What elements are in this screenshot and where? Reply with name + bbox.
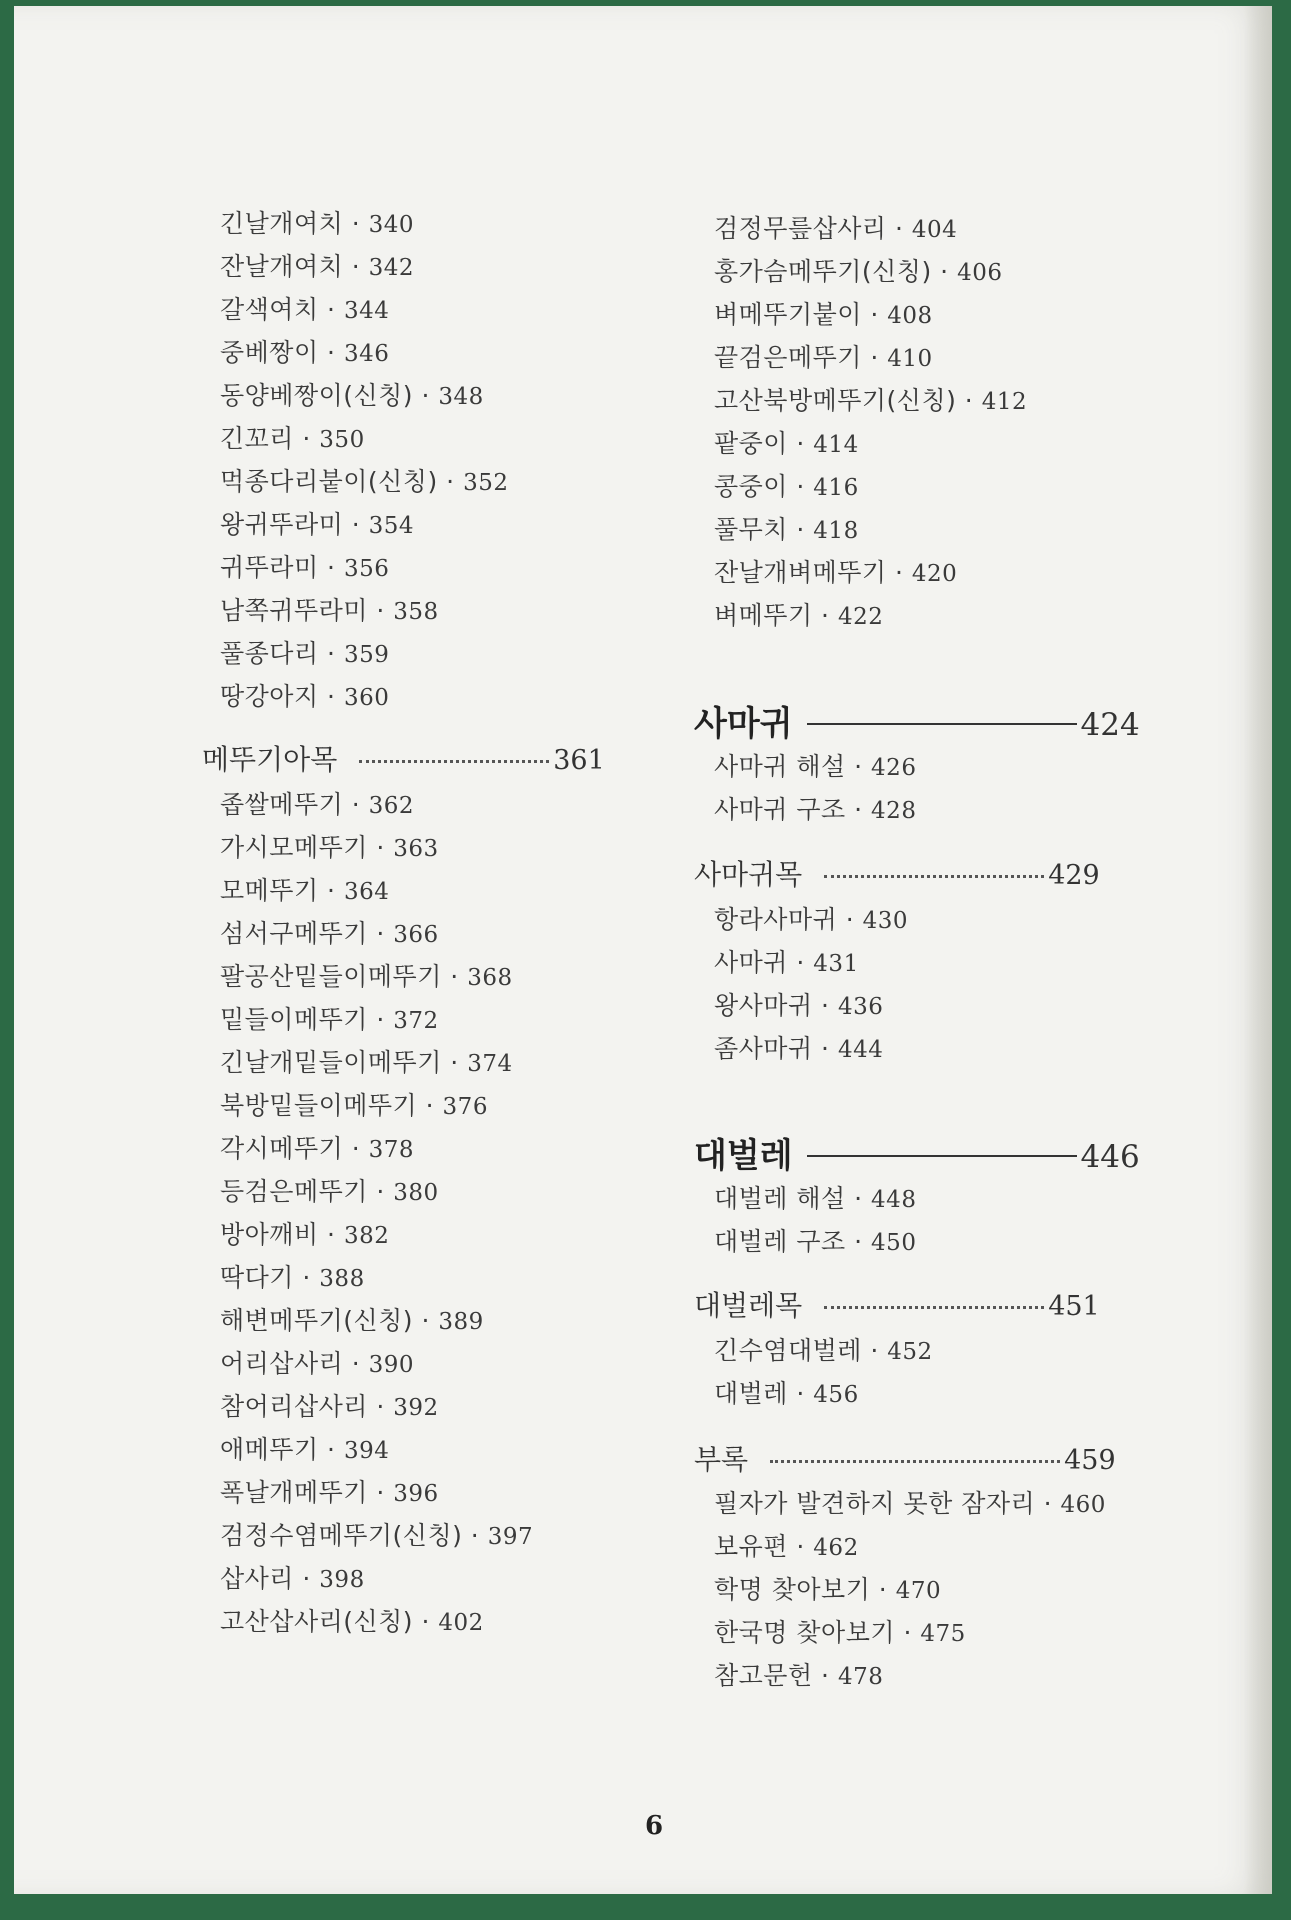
toc-entry-page: 352: [463, 470, 509, 496]
toc-entry: [220, 871, 389, 907]
toc-entry-page: 402: [438, 1610, 484, 1636]
toc-entry: [714, 747, 916, 783]
separator-dot: ·: [441, 1048, 468, 1077]
toc-entry: [220, 1516, 533, 1552]
separator-dot: ·: [318, 1435, 344, 1464]
separator-dot: ·: [318, 1220, 344, 1249]
toc-entry-page: 470: [895, 1578, 942, 1604]
toc-entry-page: 444: [837, 1037, 884, 1063]
toc-entry-page: 374: [467, 1051, 513, 1077]
separator-dot: ·: [812, 991, 838, 1020]
toc-entry-name: 좁쌀메뚜기: [220, 790, 344, 819]
toc-entry-page: 350: [319, 427, 365, 453]
toc-entry: [220, 333, 389, 369]
toc-entry-name: 남쪽귀뚜라미: [220, 596, 368, 625]
toc-entry-name: 필자가 발견하지 못한 잠자리: [714, 1489, 1036, 1518]
toc-entry-page: 348: [438, 384, 484, 410]
toc-entry-page: 366: [393, 922, 439, 948]
toc-entry-page: 390: [368, 1352, 415, 1378]
separator-dot: ·: [413, 1306, 439, 1335]
toc-entry: [220, 634, 389, 670]
toc-entry-name: 모메뚜기: [220, 876, 319, 905]
toc-entry-name: 귀뚜라미: [220, 553, 319, 582]
separator-dot: ·: [787, 429, 814, 458]
separator-dot: ·: [870, 1575, 896, 1604]
toc-entry: [220, 1602, 484, 1638]
toc-entry: [714, 209, 957, 245]
toc-entry: [220, 785, 414, 821]
toc-entry-name: 고산삽사리(신칭): [220, 1607, 414, 1636]
toc-entry-name: 참고문헌: [714, 1661, 813, 1690]
toc-entry-name: 대벌레 해설: [714, 1184, 846, 1213]
toc-entry-name: 해변메뚜기(신칭): [220, 1306, 414, 1335]
toc-entry-page: 388: [319, 1266, 365, 1292]
toc-entry: [220, 1043, 513, 1079]
separator-dot: ·: [956, 386, 982, 415]
toc-entry: [220, 1258, 365, 1294]
separator-dot: ·: [861, 343, 888, 372]
toc-entry-page: 346: [343, 341, 390, 367]
toc-entry-page: 456: [813, 1382, 859, 1408]
toc-entry-page: 406: [957, 260, 1003, 286]
toc-entry: [220, 1172, 439, 1208]
toc-entry-page: 392: [393, 1395, 439, 1421]
toc-entry: [220, 957, 513, 993]
toc-entry-name: 검정무릎삽사리: [714, 214, 887, 243]
toc-entry-page: 460: [1060, 1492, 1106, 1518]
separator-dot: ·: [812, 1034, 838, 1063]
separator-dot: ·: [417, 1091, 443, 1120]
toc-entry-page: 396: [393, 1481, 439, 1507]
toc-entry-page: 426: [871, 755, 917, 781]
toc-entry-page: 394: [343, 1438, 390, 1464]
toc-entry: [220, 1129, 414, 1165]
toc-entry-name: 고산북방메뚜기(신칭): [714, 386, 957, 415]
toc-entry-name: 어리삽사리: [220, 1349, 344, 1378]
separator-dot: ·: [845, 1227, 872, 1256]
toc-entry: [714, 252, 1002, 288]
toc-entry-name: 검정수염메뚜기(신칭): [220, 1521, 463, 1550]
toc-entry: [220, 1301, 484, 1337]
toc-entry-name: 왕귀뚜라미: [220, 510, 344, 539]
toc-entry-page: 372: [393, 1008, 439, 1034]
toc-entry-name: 딱다기: [220, 1263, 294, 1292]
toc-entry: [220, 1344, 414, 1380]
toc-entry-page: 412: [981, 389, 1028, 415]
dot-leader: [824, 1306, 1044, 1309]
separator-dot: ·: [462, 1521, 488, 1550]
rule-line: [807, 723, 1077, 725]
section-heading-mantis: [694, 696, 1140, 745]
toc-entry-name: 콩중이: [714, 472, 788, 501]
toc-entry-name: 한국명 찾아보기: [714, 1618, 895, 1647]
toc-entry: [714, 1374, 859, 1410]
separator-dot: ·: [812, 1661, 838, 1690]
toc-entry-name: 항라사마귀: [714, 905, 838, 934]
toc-entry-page: 380: [393, 1180, 439, 1206]
toc-entry-name: 참어리삽사리: [220, 1392, 368, 1421]
toc-entry: [220, 419, 365, 455]
toc-entry: [714, 1570, 941, 1606]
toc-entry-name: 벼메뚜기붙이: [714, 300, 862, 329]
toc-entry-page: 431: [813, 951, 859, 977]
separator-dot: ·: [787, 472, 814, 501]
toc-entry: [714, 295, 933, 331]
toc-entry: [714, 1029, 883, 1065]
toc-entry: [714, 1656, 883, 1692]
separator-dot: ·: [886, 558, 912, 587]
toc-entry-name: 잔날개여치: [220, 252, 344, 281]
toc-entry-name: 등검은메뚜기: [220, 1177, 368, 1206]
separator-dot: ·: [861, 1336, 888, 1365]
toc-entry-page: 422: [837, 604, 884, 630]
toc-entry: [220, 1559, 365, 1595]
separator-dot: ·: [343, 1134, 369, 1163]
toc-entry-page: 408: [887, 303, 933, 329]
order-title: 대벌레목: [694, 1289, 803, 1322]
toc-entry-name: 사마귀 구조: [714, 795, 846, 824]
toc-entry-page: 436: [837, 994, 884, 1020]
separator-dot: ·: [437, 467, 464, 496]
separator-dot: ·: [367, 1177, 394, 1206]
separator-dot: ·: [367, 1478, 394, 1507]
toc-entry-name: 애메뚜기: [220, 1435, 319, 1464]
separator-dot: ·: [343, 790, 369, 819]
toc-entry-page: 462: [813, 1535, 859, 1561]
toc-entry-name: 갈색여치: [220, 295, 319, 324]
separator-dot: ·: [367, 1005, 394, 1034]
section-title: 사마귀: [694, 704, 793, 744]
separator-dot: ·: [413, 1607, 439, 1636]
separator-dot: ·: [318, 295, 344, 324]
separator-dot: ·: [787, 1532, 814, 1561]
toc-entry: [714, 790, 916, 826]
order-page: 361: [553, 745, 605, 776]
section-heading-stick-insect: [694, 1128, 1140, 1177]
separator-dot: ·: [931, 257, 958, 286]
toc-entry-name: 긴수염대벌레: [714, 1336, 862, 1365]
toc-entry: [220, 1000, 439, 1036]
toc-entry: [714, 510, 859, 546]
toc-entry-name: 왕사마귀: [714, 991, 813, 1020]
toc-entry-name: 가시모메뚜기: [220, 833, 368, 862]
toc-entry-page: 410: [887, 346, 933, 372]
toc-entry-page: 356: [343, 556, 390, 582]
page-spine-shadow: [1244, 6, 1272, 1894]
toc-entry-name: 밑들이메뚜기: [220, 1005, 368, 1034]
toc-entry-page: 342: [368, 255, 415, 281]
toc-entry-name: 폭날개메뚜기: [220, 1478, 368, 1507]
toc-entry-name: 중베짱이: [220, 338, 319, 367]
toc-entry-name: 긴날개밑들이메뚜기: [220, 1048, 442, 1077]
separator-dot: ·: [861, 300, 888, 329]
separator-dot: ·: [413, 381, 439, 410]
section-title: 대벌레: [694, 1136, 793, 1176]
toc-entry-name: 방아깨비: [220, 1220, 319, 1249]
toc-entry-page: 340: [368, 212, 415, 238]
toc-entry-page: 354: [368, 513, 415, 539]
toc-entry-name: 벼메뚜기: [714, 601, 813, 630]
toc-entry: [220, 1086, 488, 1122]
toc-entry-name: 팥중이: [714, 429, 788, 458]
separator-dot: ·: [318, 338, 344, 367]
separator-dot: ·: [293, 1263, 320, 1292]
separator-dot: ·: [367, 919, 394, 948]
toc-entry: [220, 247, 414, 283]
toc-entry-name: 먹종다리붙이(신칭): [220, 467, 438, 496]
toc-entry-page: 416: [813, 475, 859, 501]
toc-entry-page: 362: [368, 793, 415, 819]
toc-entry-page: 378: [368, 1137, 415, 1163]
order-title: 사마귀목: [694, 858, 803, 891]
toc-entry-page: 414: [813, 432, 859, 458]
toc-entry-name: 좀사마귀: [714, 1034, 813, 1063]
toc-entry-page: 389: [438, 1309, 484, 1335]
separator-dot: ·: [787, 515, 814, 544]
separator-dot: ·: [318, 553, 344, 582]
toc-entry-name: 끝검은메뚜기: [714, 343, 862, 372]
separator-dot: ·: [293, 1564, 320, 1593]
separator-dot: ·: [837, 905, 863, 934]
separator-dot: ·: [845, 1184, 872, 1213]
toc-entry: [220, 290, 389, 326]
toc-entry: [714, 1331, 933, 1367]
separator-dot: ·: [343, 510, 369, 539]
toc-entry-name: 북방밑들이메뚜기: [220, 1091, 418, 1120]
toc-entry: [220, 462, 508, 498]
separator-dot: ·: [895, 1618, 921, 1647]
separator-dot: ·: [787, 948, 814, 977]
dot-leader: [770, 1460, 1060, 1463]
toc-entry-name: 사마귀: [714, 948, 788, 977]
toc-entry: [220, 1430, 389, 1466]
toc-entry-name: 팔공산밑들이메뚜기: [220, 962, 442, 991]
toc-entry-page: 404: [911, 217, 958, 243]
toc-entry-page: 475: [920, 1621, 966, 1647]
separator-dot: ·: [845, 752, 872, 781]
toc-entry-page: 344: [343, 298, 390, 324]
order-page: 429: [1048, 860, 1100, 891]
toc-entry-page: 420: [911, 561, 958, 587]
toc-entry: [714, 596, 883, 632]
toc-entry-name: 풀무치: [714, 515, 788, 544]
separator-dot: ·: [367, 833, 394, 862]
toc-entry-page: 452: [887, 1339, 933, 1365]
dot-leader: [824, 875, 1044, 878]
toc-entry-page: 358: [393, 599, 439, 625]
toc-entry-page: 360: [343, 685, 390, 711]
section-page: 446: [1080, 1139, 1140, 1175]
toc-entry: [220, 204, 414, 240]
toc-entry-name: 각시메뚜기: [220, 1134, 344, 1163]
separator-dot: ·: [787, 1379, 814, 1408]
separator-dot: ·: [343, 1349, 369, 1378]
toc-entry: [220, 548, 389, 584]
separator-dot: ·: [367, 1392, 394, 1421]
separator-dot: ·: [441, 962, 468, 991]
toc-entry-name: 보유편: [714, 1532, 788, 1561]
toc-entry-name: 섬서구메뚜기: [220, 919, 368, 948]
separator-dot: ·: [1035, 1489, 1061, 1518]
order-title: 부록: [694, 1443, 749, 1476]
toc-entry-page: 368: [467, 965, 513, 991]
toc-entry-name: 동양베짱이(신칭): [220, 381, 414, 410]
book-page: [14, 6, 1272, 1894]
separator-dot: ·: [886, 214, 912, 243]
toc-entry: [714, 1527, 859, 1563]
toc-entry-name: 사마귀 해설: [714, 752, 846, 781]
toc-entry: [220, 1387, 439, 1423]
toc-entry-page: 418: [813, 518, 859, 544]
toc-entry-name: 대벌레: [714, 1379, 788, 1408]
toc-entry-page: 364: [343, 879, 390, 905]
order-heading-phasmida: [694, 1284, 1100, 1324]
toc-entry-page: 398: [319, 1567, 365, 1593]
toc-entry-name: 긴꼬리: [220, 424, 294, 453]
rule-line: [807, 1155, 1077, 1157]
toc-entry: [714, 467, 859, 503]
order-page: 459: [1064, 1445, 1116, 1476]
toc-entry-page: 397: [487, 1524, 534, 1550]
separator-dot: ·: [812, 601, 838, 630]
toc-entry: [714, 986, 883, 1022]
appendix-heading: [694, 1438, 1116, 1478]
toc-entry-page: 363: [393, 836, 439, 862]
toc-entry-page: 448: [871, 1187, 917, 1213]
toc-entry: [220, 1215, 389, 1251]
toc-entry-name: 대벌레 구조: [714, 1227, 846, 1256]
order-page: 451: [1048, 1291, 1100, 1322]
separator-dot: ·: [318, 682, 344, 711]
toc-entry-page: 428: [871, 798, 917, 824]
toc-entry: [220, 1473, 439, 1509]
toc-entry: [220, 505, 414, 541]
toc-entry: [220, 914, 439, 950]
toc-entry-page: 478: [837, 1664, 884, 1690]
toc-entry-page: 382: [343, 1223, 390, 1249]
toc-entry-name: 긴날개여치: [220, 209, 344, 238]
dot-leader: [359, 760, 549, 763]
order-heading-orthoptera: [202, 738, 605, 778]
toc-entry-page: 430: [862, 908, 909, 934]
separator-dot: ·: [367, 596, 394, 625]
toc-entry: [714, 1222, 916, 1258]
toc-entry-page: 376: [442, 1094, 488, 1120]
toc-entry: [714, 1484, 1106, 1520]
toc-entry-name: 학명 찾아보기: [714, 1575, 871, 1604]
toc-entry-page: 450: [871, 1230, 917, 1256]
toc-entry: [714, 943, 859, 979]
separator-dot: ·: [318, 876, 344, 905]
toc-entry: [714, 381, 1027, 417]
toc-entry: [714, 338, 933, 374]
toc-entry: [220, 591, 439, 627]
separator-dot: ·: [845, 795, 872, 824]
toc-entry: [714, 900, 908, 936]
order-heading-mantodea: [694, 853, 1100, 893]
separator-dot: ·: [318, 639, 344, 668]
toc-entry: [714, 1613, 966, 1649]
toc-entry: [220, 677, 389, 713]
section-page: 424: [1080, 707, 1140, 743]
toc-entry: [714, 1179, 916, 1215]
toc-entry: [220, 828, 439, 864]
toc-entry-name: 땅강아지: [220, 682, 319, 711]
separator-dot: ·: [343, 209, 369, 238]
toc-entry: [714, 553, 957, 589]
order-title: 메뚜기아목: [202, 743, 338, 776]
toc-entry: [714, 424, 859, 460]
page-number: 6: [644, 1811, 664, 1841]
separator-dot: ·: [343, 252, 369, 281]
toc-entry-name: 홍가슴메뚜기(신칭): [714, 257, 932, 286]
toc-entry: [220, 376, 484, 412]
separator-dot: ·: [293, 424, 320, 453]
toc-entry-page: 359: [343, 642, 390, 668]
toc-entry-name: 잔날개벼메뚜기: [714, 558, 887, 587]
toc-entry-name: 삽사리: [220, 1564, 294, 1593]
toc-entry-name: 풀종다리: [220, 639, 319, 668]
